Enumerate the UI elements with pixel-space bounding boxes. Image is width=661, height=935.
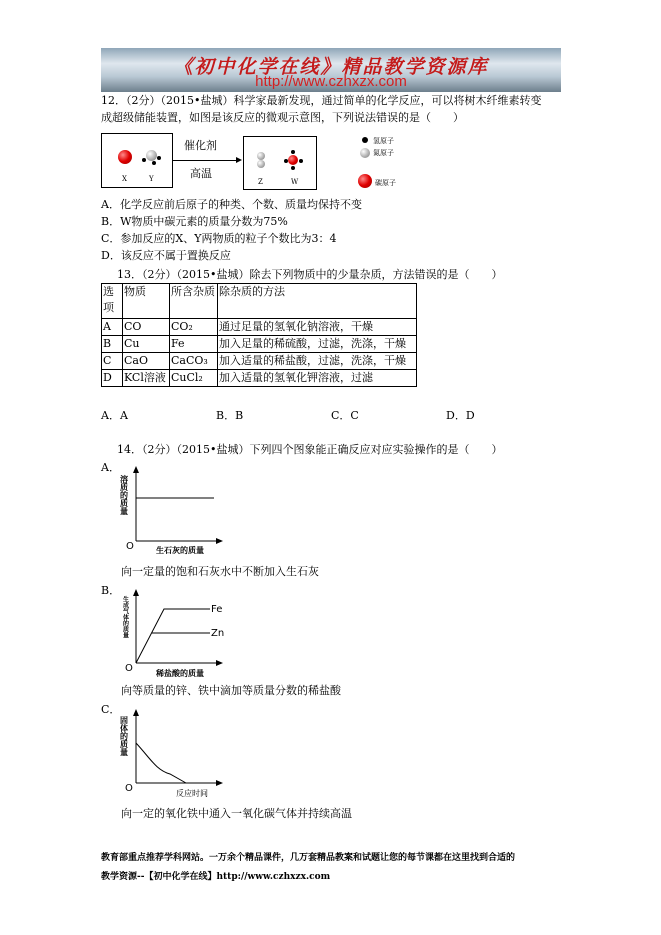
q14-title: 14．（2分）（2015•盐城）下列四个图象能正确反应对应实验操作的是（ ） [117, 443, 503, 456]
series-label-fe: Fe [211, 604, 223, 615]
graph-a [120, 465, 230, 560]
x-axis-arrow-icon [216, 780, 223, 786]
cell: C [102, 353, 123, 370]
banner-title: 《初中化学在线》精品教学资源库 [173, 56, 489, 78]
banner-url[interactable]: http://www.czhxzx.com [255, 73, 407, 90]
header-impurity: 所含杂质 [170, 284, 218, 319]
graph-b [120, 588, 230, 680]
q13-title: 13．（2分）（2015•盐城）除去下列物质中的少量杂质，方法错误的是（ ） [117, 268, 503, 281]
arrow-head-icon [236, 157, 242, 163]
series-line [136, 743, 186, 783]
cell: 加入适量的氢氧化钾溶液，过滤 [218, 370, 417, 387]
hydrogen-atom-icon [291, 150, 295, 154]
y-axis-label: 溶质的质量 [120, 475, 129, 515]
catalyst-label: 催化剂 [184, 139, 217, 152]
hydrogen-atom-icon [142, 158, 146, 162]
reactants-box [101, 133, 173, 188]
hydrogen-atom-icon [152, 161, 156, 165]
cell: CO₂ [170, 319, 218, 336]
footer-line1: 教育部重点推荐学科网站。一万余个精品课件，几万套精品教案和试题让您的每节课都在这里找到合适的 [101, 853, 516, 863]
label-y: Y [149, 175, 154, 183]
q12-option-a[interactable]: A．化学反应前后原子的种类、个数、质量均保持不变 [101, 198, 362, 211]
footer-line2[interactable]: 教学资源--【初中化学在线】http://www.czhxzx.com [101, 872, 331, 882]
cell: 加入适量的稀盐酸，过滤，洗涤，干燥 [218, 353, 417, 370]
y-axis-label: 固体的质量 [120, 716, 129, 756]
q13-option-a[interactable]: A．A [101, 409, 128, 422]
x-axis-arrow-icon [216, 660, 223, 666]
x-axis-arrow-icon [216, 538, 223, 544]
graph-c-caption: 向一定的氧化铁中通入一氧化碳气体并持续高温 [121, 807, 352, 820]
header-method: 除杂质的方法 [218, 284, 417, 319]
carbon-atom-icon [118, 150, 132, 164]
label-w: W [291, 178, 299, 186]
hydrogen-atom-icon [299, 159, 303, 163]
cell: KCl溶液 [123, 370, 170, 387]
y-axis-arrow-icon [133, 709, 139, 716]
q12-option-b[interactable]: B．W物质中碳元素的质量分数为75% [101, 215, 288, 228]
hydrogen-atom-icon [291, 166, 295, 170]
table-row [102, 336, 417, 353]
y-axis-label: 生成气体的质量 [121, 596, 129, 638]
q14-option-c-label[interactable]: C． [101, 703, 121, 716]
graph-b-caption: 向等质量的锌、铁中滴加等质量分数的稀盐酸 [121, 684, 341, 697]
header-substance: 物质 [123, 284, 170, 319]
q12-option-c[interactable]: C．参加反应的X、Y两物质的粒子个数比为3：4 [101, 232, 337, 245]
x-axis-label: 稀盐酸的质量 [156, 669, 204, 678]
table-row [102, 370, 417, 387]
cell: B [102, 336, 123, 353]
origin-label: O [126, 541, 134, 552]
cell: 通过足量的氢氧化钠溶液，干燥 [218, 319, 417, 336]
carbon-legend-icon [358, 174, 372, 188]
series-line-fe [136, 609, 210, 663]
x-axis-label: 反应时间 [176, 789, 208, 798]
q13-option-d[interactable]: D．D [446, 409, 475, 422]
cell: D [102, 370, 123, 387]
legend-carbon: 碳原子 [375, 179, 396, 187]
impurity-table [101, 283, 417, 387]
cell: Cu [123, 336, 170, 353]
cell: A [102, 319, 123, 336]
graph-a-caption: 向一定量的饱和石灰水中不断加入生石灰 [121, 565, 319, 578]
q14-option-b-label[interactable]: B． [101, 584, 121, 597]
cell: CaO [123, 353, 170, 370]
legend-nitrogen: 氮原子 [373, 149, 394, 157]
hydrogen-atom-icon [284, 159, 288, 163]
origin-label: O [125, 663, 133, 674]
cell: Fe [170, 336, 218, 353]
table-row [102, 353, 417, 370]
carbon-atom-icon [288, 155, 298, 165]
y-axis-arrow-icon [133, 589, 139, 596]
header-option: 选项 [102, 284, 123, 319]
label-x: X [122, 175, 127, 183]
table-header [102, 284, 417, 319]
nitrogen-legend-icon [360, 148, 370, 158]
legend-hydrogen: 氢原子 [373, 137, 394, 145]
reaction-arrow [172, 160, 238, 161]
nitrogen-atom-icon [257, 160, 265, 168]
cell: 加入足量的稀硫酸，过滤，洗涤，干燥 [218, 336, 417, 353]
q14-option-a-label[interactable]: A． [101, 461, 120, 474]
nitrogen-atom-icon [257, 152, 265, 160]
q12-option-d[interactable]: D．该反应不属于置换反应 [101, 249, 231, 262]
series-label-zn: Zn [211, 628, 225, 639]
graph-c [120, 708, 230, 800]
y-axis-arrow-icon [133, 466, 139, 473]
cell: CuCl₂ [170, 370, 218, 387]
q13-option-c[interactable]: C．C [331, 409, 359, 422]
hydrogen-atom-icon [157, 156, 161, 160]
condition-label: 高温 [190, 167, 212, 180]
label-z: Z [258, 178, 263, 186]
products-box [243, 136, 317, 190]
table-row [102, 319, 417, 336]
q13-option-b[interactable]: B．B [216, 409, 244, 422]
q12-line1: 12．（2分）（2015•盐城）科学家最新发现，通过简单的化学反应，可以将树木纤维素转变 [101, 94, 542, 107]
origin-label: O [125, 783, 133, 794]
q12-line2: 成超级储能装置，如图是该反应的微观示意图，下列说法错误的是（ ） [101, 111, 464, 124]
cell: CaCO₃ [170, 353, 218, 370]
banner [101, 48, 561, 92]
nitrogen-atom-icon [146, 150, 157, 161]
x-axis-label: 生石灰的质量 [156, 546, 204, 555]
hydrogen-legend-icon [362, 137, 368, 143]
cell: CO [123, 319, 170, 336]
